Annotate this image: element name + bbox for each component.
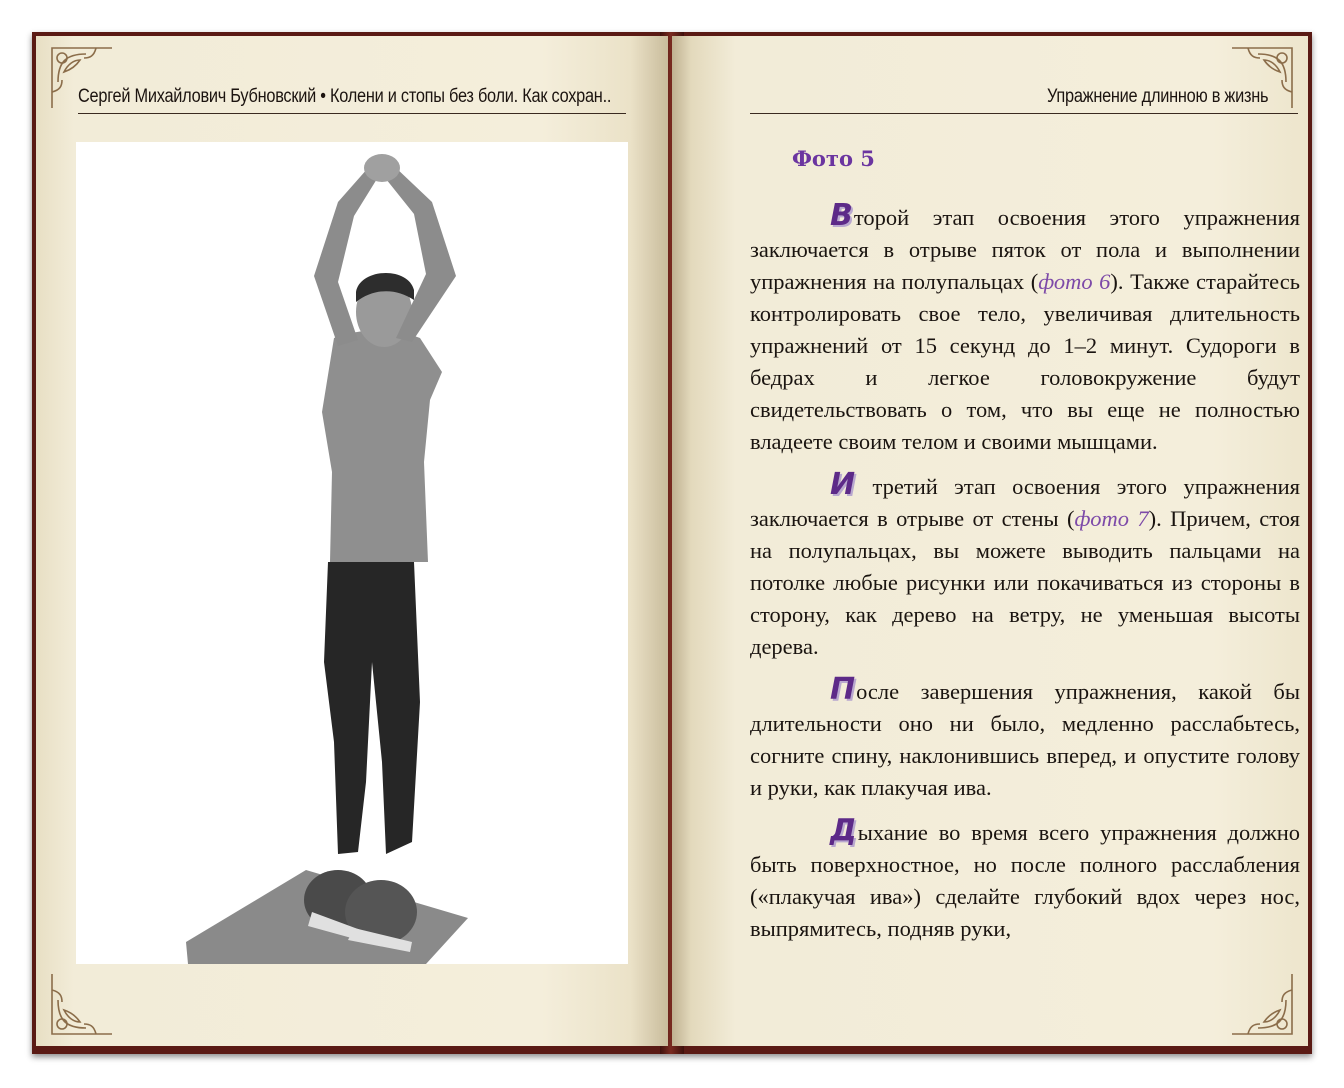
photo-reference-link[interactable]: фото 7 bbox=[1074, 506, 1149, 531]
dropcap: В bbox=[830, 198, 853, 233]
ornament-corner-icon bbox=[1226, 968, 1298, 1040]
book-spread bbox=[32, 32, 1312, 1054]
ornament-corner-icon bbox=[46, 968, 118, 1040]
running-head-right: Упражнение длинною в жизнь bbox=[1046, 86, 1268, 107]
paragraph: После завершения упражнения, какой бы длительности оно ни было, медленно расслабьтесь, согните спину, наклонившись вперед, и опустите голову и руки, как плакучая ива. bbox=[750, 672, 1300, 800]
dropcap: Д bbox=[830, 813, 857, 848]
paragraph: Дыхание во время всего упражнения должно быть поверхностное, но после полного расслабления («плакучая ива») сделайте глубокий вдох через нос, выпрямитесь, подняв руки, bbox=[750, 813, 1300, 941]
photo-reference-link[interactable]: фото 6 bbox=[1038, 269, 1111, 294]
paragraph: И третий этап освоения этого упражнения заключается в отрыве от стены (фото 7). Причем, стоя на полупальцах, вы можете выводить пальцами на потолке любые рисунки или покачиваться из стороны в сторону, как дерево на ветру, не уменьшая высоты дерева. bbox=[750, 467, 1300, 659]
exercise-photo bbox=[76, 142, 628, 964]
dropcap: И bbox=[830, 467, 856, 502]
right-page[interactable] bbox=[672, 36, 1308, 1046]
left-page[interactable] bbox=[36, 36, 668, 1046]
dropcap: П bbox=[830, 672, 856, 707]
body-text bbox=[750, 198, 1300, 958]
photo-caption: Фото 5 bbox=[792, 146, 875, 171]
header-rule bbox=[78, 113, 626, 114]
header-rule bbox=[750, 113, 1298, 114]
running-head-left: Сергей Михайлович Бубновский • Колени и стопы без боли. Как сохран.. bbox=[78, 86, 612, 107]
paragraph: Второй этап освоения этого упражнения заключается в отрыве пяток от пола и выполнении упражнения на полупальцах (фото 6). Также старайтесь контролировать свое тело, увеличивая длительность упражнений от 15 секунд до 1–2 минут. Судороги в бедрах и легкое головокружение будут свидетельствовать о том, что вы еще не полностью владеете своим телом и своими мышцами. bbox=[750, 198, 1300, 454]
